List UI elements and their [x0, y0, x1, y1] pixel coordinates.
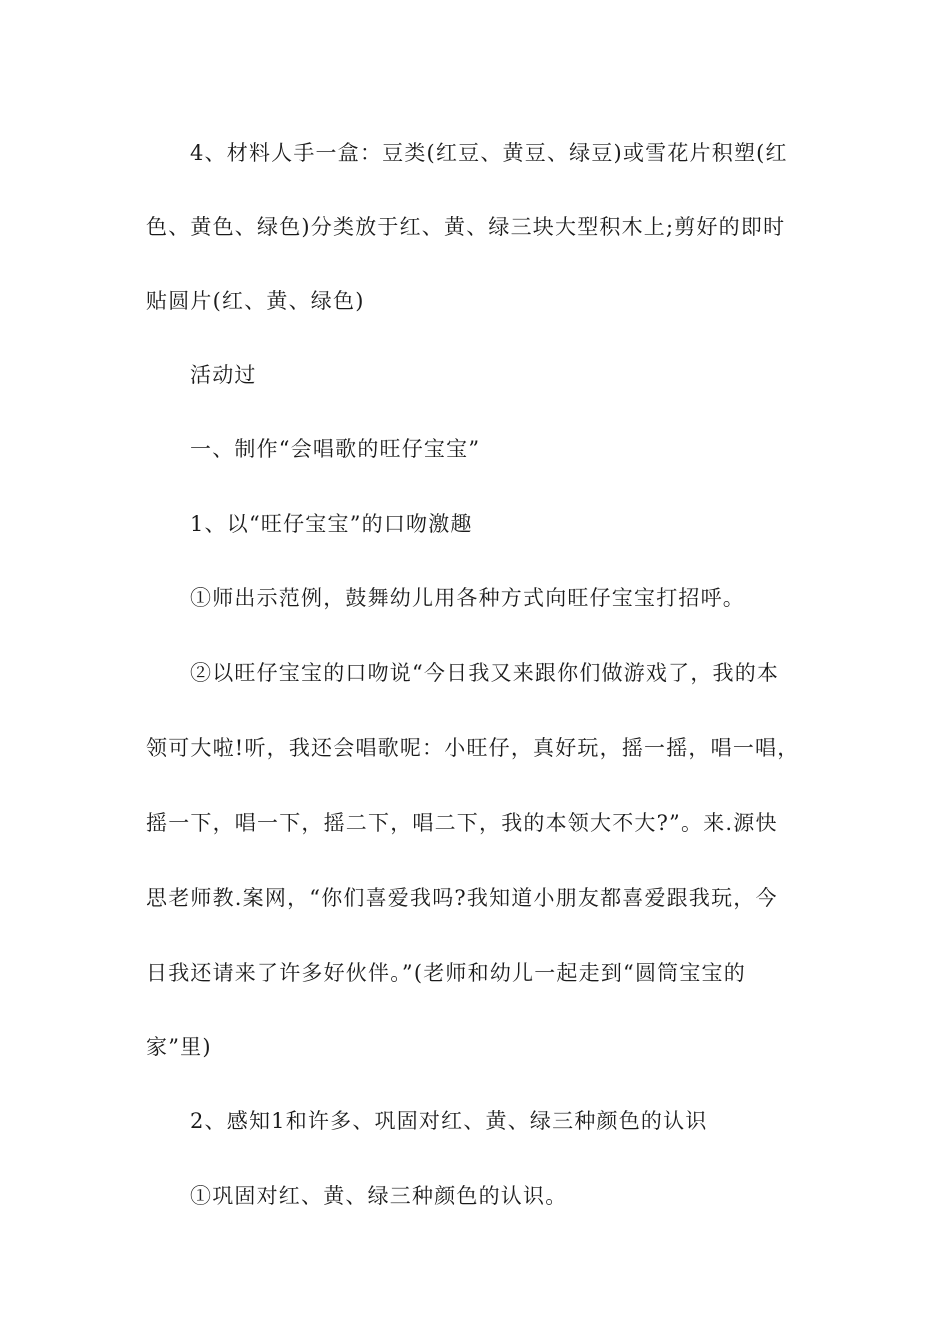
paragraph-line: ①巩固对红、黄、绿三种颜色的认识。 [190, 1184, 568, 1208]
paragraph-line: 摇一下，唱一下，摇二下，唱二下，我的本领大不大?”。来.源快 [146, 811, 778, 835]
paragraph-line: 4、材料人手一盒：豆类(红豆、黄豆、绿豆)或雪花片积塑(红 [190, 141, 788, 165]
paragraph-line: 领可大啦!听，我还会唱歌呢：小旺仔，真好玩，摇一摇，唱一唱， [146, 736, 800, 760]
paragraph-line: 思老师教.案网，“你们喜爱我吗?我知道小朋友都喜爱跟我玩，今 [146, 886, 778, 910]
section-heading: 一、制作“会唱歌的旺仔宝宝” [190, 437, 481, 461]
subsection-heading: 2、感知1和许多、巩固对红、黄、绿三种颜色的认识 [190, 1109, 708, 1133]
paragraph-line: 贴圆片(红、黄、绿色) [146, 289, 365, 313]
paragraph-line: 日我还请来了许多好伙伴。”(老师和幼儿一起走到“圆筒宝宝的 [146, 961, 746, 985]
subsection-heading: 1、以“旺仔宝宝”的口吻激趣 [190, 512, 473, 536]
paragraph-line: ①师出示范例，鼓舞幼儿用各种方式向旺仔宝宝打招呼。 [190, 586, 745, 610]
paragraph-line: ②以旺仔宝宝的口吻说“今日我又来跟你们做游戏了，我的本 [190, 661, 780, 685]
paragraph-line: 家”里) [146, 1035, 212, 1059]
paragraph-line: 色、黄色、绿色)分类放于红、黄、绿三块大型积木上;剪好的即时 [146, 215, 786, 239]
section-heading: 活动过 [190, 363, 257, 387]
